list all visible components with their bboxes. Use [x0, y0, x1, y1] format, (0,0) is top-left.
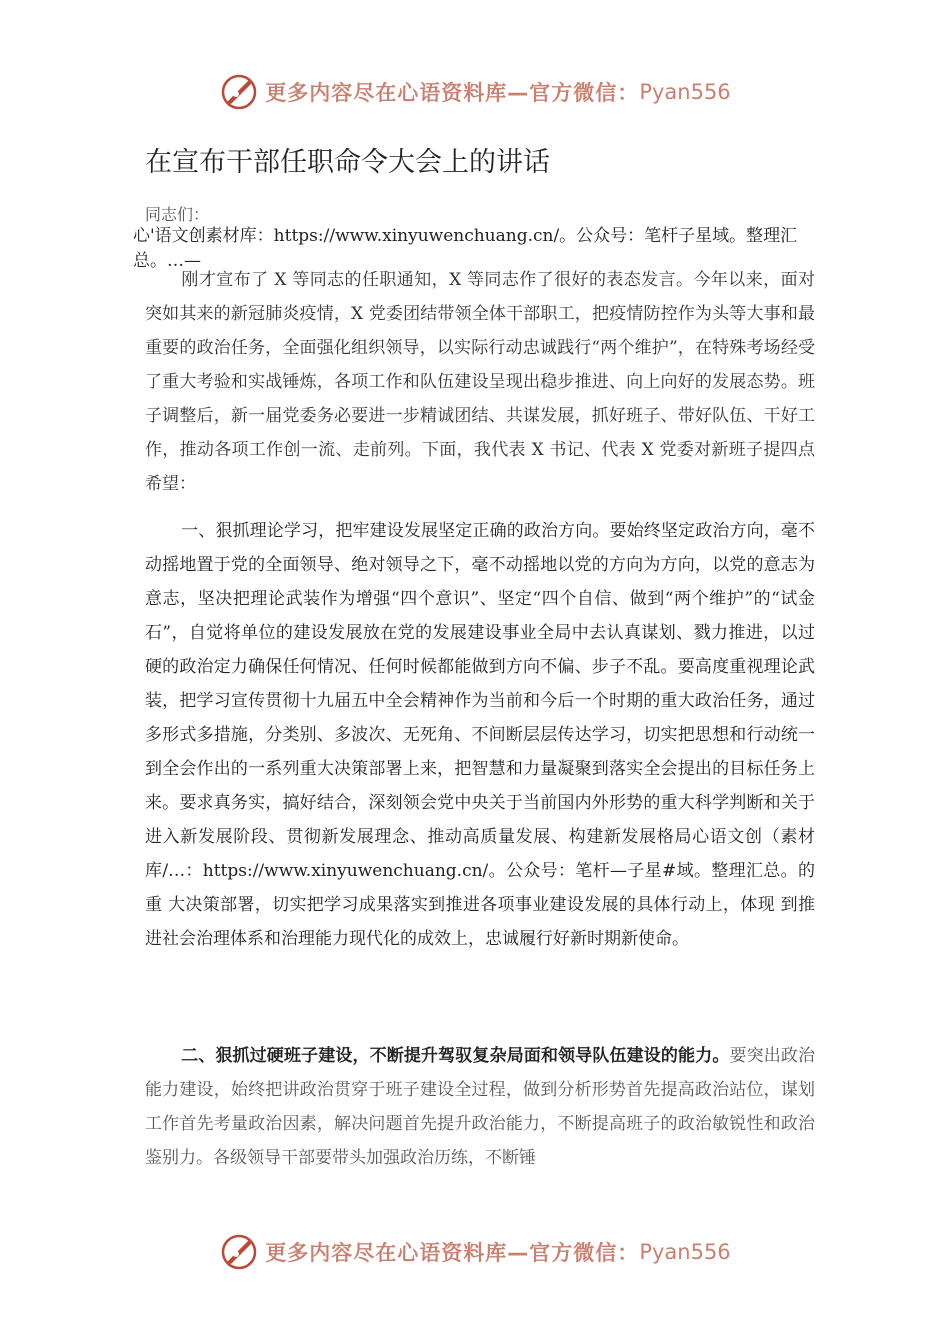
salutation: 同志们： [145, 205, 210, 224]
banner-text: 更多内容尽在心语资料库—官方微信： [265, 1241, 640, 1265]
pen-nib-logo-icon [219, 72, 259, 112]
document-title: 在宣布干部任职命令大会上的讲话 [145, 147, 550, 178]
paragraph-point-one-text: 一、狠抓理论学习，把牢建设发展坚定正确的政治方向。要始终坚定政治方向，毫不动摇地置于党的全面领导、绝对领导之下，毫不动摇地以党的方向为方向，以党的意志为意志，坚决把理论武装作为增强“四个意识”、坚定“四个自信、做到“两个维护”的“试金石”，自觉将单位的建设发展放在党的发展建设事业全局中去认真谋划、戮力推进，以过硬的政治定力确保任何情况、任何时候都能做到方向不偏、步子不乱。要高度重视理论武装，把学习宣传贯彻十九届五中全会精神作为当前和今后一个时期的重大政治任务，通过多形式多措施，分类别、多波次、无死角、不间断层层传达学习，切实把思想和行动统一到全会作出的一系列重大决策部署上来，把智慧和力量凝聚到落实全会提出的目标任务上来。要求真务实，搞好结合，深刻领会党中央关于当前国内外形势的重大科学判断和关于进入新发展阶段、贯彻新发展理念、推动高质量发展、构建新发展格局心语文创（素材库/…：https://www.xinyuwenchuang.cn/。公众号：笔杆—子星#域。整理汇总。的重 大决策部署，切实把学习成果落实到推进各项事业建设发展的具体行动上，体现 到推进社会治理体系和治理能力现代化的成效上，忠诚履行好新时期新使命。 [145, 521, 815, 949]
footer-banner [0, 1230, 950, 1274]
paragraph-intro [145, 263, 815, 501]
banner-wechat-id: Pyan556 [639, 1240, 731, 1264]
banner-wechat-id: Pyan556 [639, 80, 731, 104]
header-banner [0, 70, 950, 114]
paragraph-point-two-text: 要突出政治能力建设，始终把讲政治贯穿于班子建设全过程，做到分析形势首先提高政治站位，谋划工作首先考量政治因素，解决问题首先提升政治能力，不断提高班子的政治敏锐性和政治鉴别力。各级领导干部要带头加强政治历练，不断锤 [145, 1046, 816, 1168]
paragraph-intro-text: 刚才宣布了 X 等同志的任职通知，X 等同志作了很好的表态发言。今年以来，面对突如其来的新冠肺炎疫情，X 党委团结带领全体干部职工，把疫情防控作为头等大事和最重要的政治任务，全面强化组织领导，以实际行动忠诚践行“两个维护”，在特殊考场经受了重大考验和实战锤炼，各项工作和队伍建设呈现出稳步推进、向上向好的发展态势。班子调整后，新一届党委务必要进一步精诚团结、共谋发展，抓好班子、带好队伍、干好工作，推动各项工作创一流、走前列。下面，我代表 X 书记、代表 X 党委对新班子提四点希望： [145, 270, 815, 494]
watermark-note: 心'语文创素材库：https://www.xinyuwenchuang.cn/。公众号：笔杆子星域。整理汇总。…— [133, 226, 798, 271]
paragraph-point-two [145, 1039, 815, 1175]
banner-text: 更多内容尽在心语资料库—官方微信： [265, 81, 640, 105]
paragraph-point-one [145, 514, 815, 956]
pen-nib-logo-icon [219, 1232, 259, 1272]
paragraph-point-two-heading: 二、狠抓过硬班子建设，不断提升驾驭复杂局面和领导队伍建设的能力。 [181, 1046, 730, 1066]
